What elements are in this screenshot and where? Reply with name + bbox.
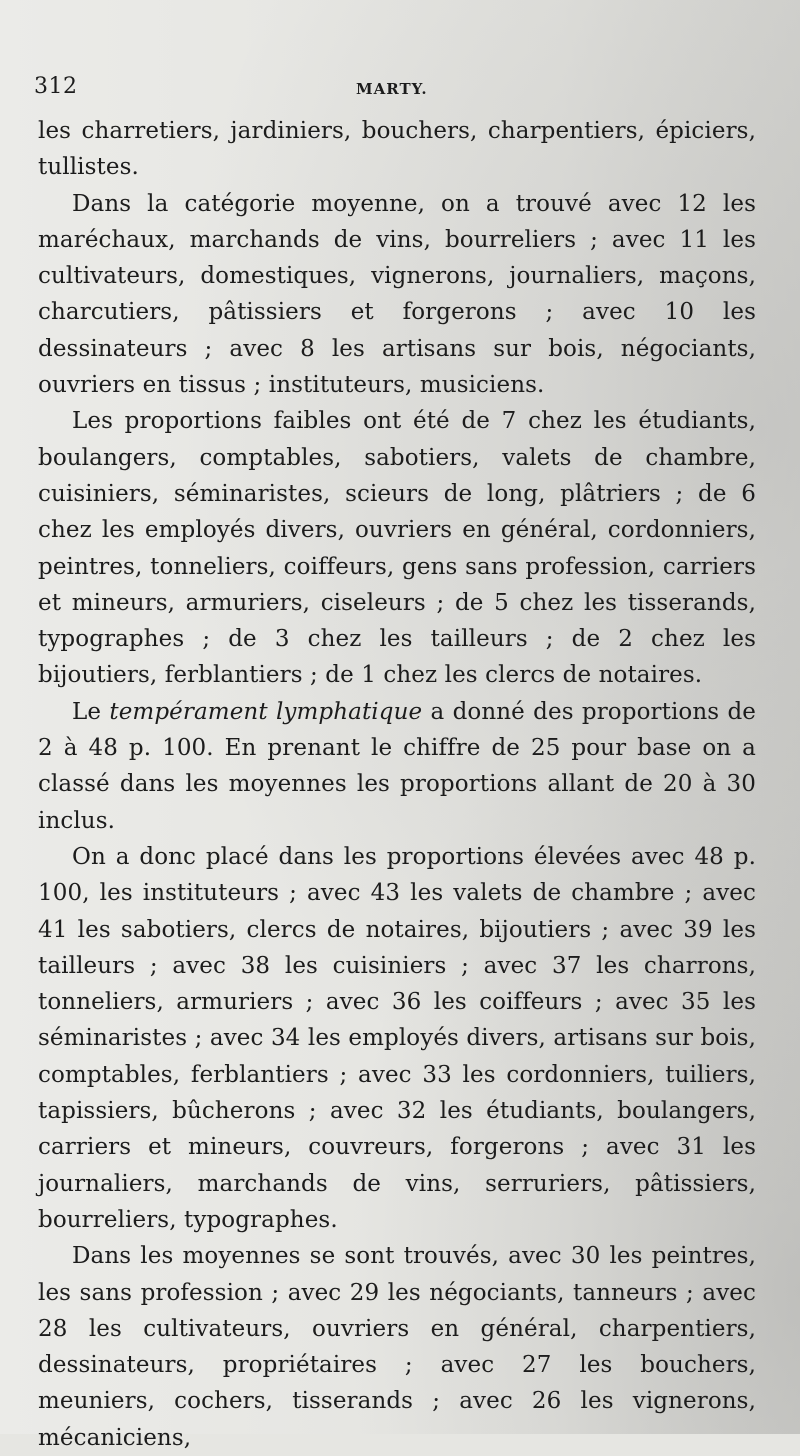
- body-text: [38, 113, 756, 1456]
- paragraph-2: Dans la catégorie moyenne, on a trouvé avec 12 les maréchaux, marchands de vins, bourreliers ; avec 11 les cultivateurs, domestiques, vignerons, journaliers, maçons, charcutiers, pâtissiers et forgerons ; avec 10 les dessinateurs ; avec 8 les artisans sur bois, négociants, ouvriers en tissus ; instituteurs, musiciens.: [38, 190, 756, 399]
- paragraph-6: Dans les moyennes se sont trouvés, avec 30 les peintres, les sans profession ; avec 29 les négociants, tanneurs ; avec 28 les cultivateurs, ouvriers en général, charpentiers, dessinateurs, propriétaires ; avec 27 les bouchers, meuniers, cochers, tisserands ; avec 26 les vignerons, mécaniciens,: [38, 1243, 756, 1451]
- page-number: 312: [34, 74, 78, 99]
- paragraph-3: Les proportions faibles ont été de 7 chez les étudiants, boulangers, comptables, sabotiers, valets de chambre, cuisiniers, séminaristes, scieurs de long, plâtriers ; de 6 chez les employés divers, ouvriers en général, cordonniers, peintres, tonneliers, coiffeurs, gens sans profession, carriers et mineurs, armuriers, ciseleurs ; de 5 chez les tisserands, typographes ; de 3 chez les tailleurs ; de 2 chez les bijoutiers, ferblantiers ; de 1 chez les clercs de notaires.: [38, 408, 756, 689]
- paragraph-4: [38, 694, 756, 839]
- running-title: MARTY.: [356, 80, 428, 98]
- paragraph-4-emphasis: tempérament lymphatique: [109, 698, 423, 725]
- paragraph-5: On a donc placé dans les proportions élevées avec 48 p. 100, les instituteurs ; avec 43 les valets de chambre ; avec 41 les sabotiers, clercs de notaires, bijoutiers ; avec 39 les tailleurs ; avec 38 les cuisiniers ; avec 37 les charrons, tonneliers, armuriers ; avec 36 les coiffeurs ; avec 35 les séminaristes ; avec 34 les employés divers, artisans sur bois, comptables, ferblantiers ; avec 33 les cordonniers, tuiliers, tapissiers, bûcherons ; avec 32 les étudiants, boulangers, carriers et mineurs, couvreurs, forgerons ; avec 31 les journaliers, marchands de vins, serruriers, pâtissiers, bourreliers, typographes.: [38, 843, 756, 1233]
- paragraph-4-text: a donné des proportions de 2 à 48 p. 100. En prenant le chiffre de 25 pour base on a classé dans les moyennes les proportions allant de 20 à 30 inclus.: [38, 698, 756, 834]
- running-header: [34, 74, 760, 104]
- paragraph-1: les charretiers, jardiniers, bouchers, charpentiers, épiciers, tullistes.: [38, 118, 756, 181]
- paragraph-4-lead: Le: [72, 698, 110, 725]
